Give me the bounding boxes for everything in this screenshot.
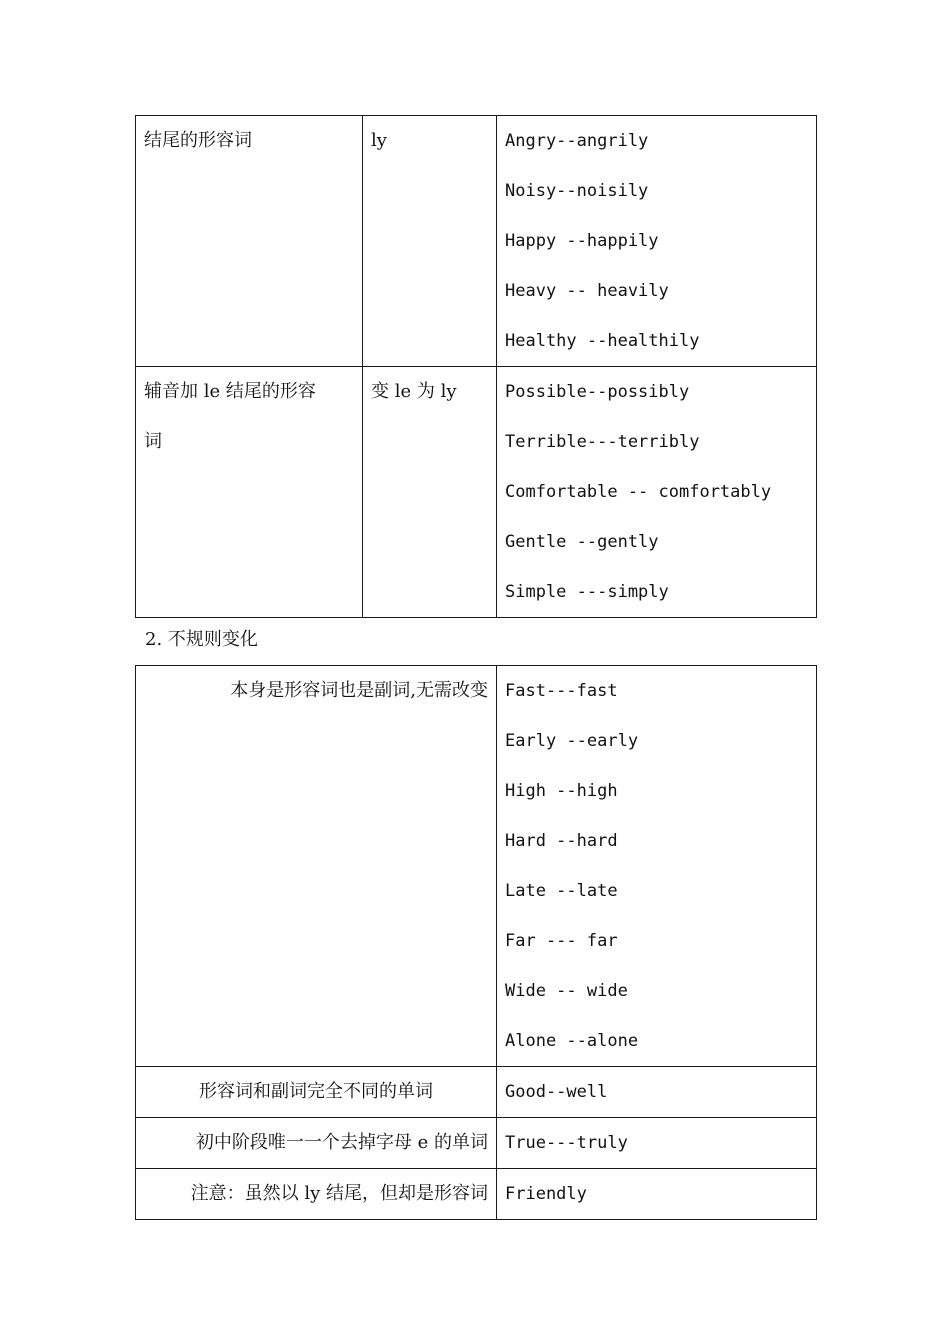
- example-list: [497, 367, 816, 617]
- table-row: [136, 1169, 817, 1220]
- irregular-change-table: [135, 665, 817, 1220]
- category-cell: [136, 367, 363, 618]
- example-item: Early --early: [505, 731, 639, 751]
- example-item: Wide -- wide: [505, 981, 628, 1001]
- category-text: 结尾的形容词: [144, 130, 252, 151]
- row-label: 本身是形容词也是副词,无需改变: [230, 680, 488, 701]
- example-item: Happy --happily: [505, 231, 659, 251]
- example-item: Healthy --healthily: [505, 331, 700, 351]
- example-item: Possible--possibly: [505, 382, 690, 402]
- example-item: Far --- far: [505, 931, 618, 951]
- label-cell: [136, 1169, 497, 1220]
- examples-cell: [497, 116, 817, 367]
- example-item: Heavy -- heavily: [505, 281, 669, 301]
- example-item: Comfortable -- comfortably: [505, 482, 772, 502]
- example-list: [497, 666, 816, 1066]
- example-item: Late --late: [505, 881, 618, 901]
- table-row: [136, 116, 817, 367]
- table-row: [136, 1067, 817, 1118]
- label-cell: [136, 1118, 497, 1169]
- examples-cell: [497, 367, 817, 618]
- example-text: Friendly: [505, 1184, 587, 1204]
- label-cell: [136, 666, 497, 1067]
- row-label: 注意：虽然以 ly 结尾，但却是形容词: [190, 1183, 488, 1204]
- examples-cell: [497, 666, 817, 1067]
- label-cell: [136, 1067, 497, 1118]
- example-cell: [497, 1067, 817, 1118]
- rule-cell: [363, 367, 497, 618]
- rule-cell: [363, 116, 497, 367]
- example-item: High --high: [505, 781, 618, 801]
- example-cell: [497, 1169, 817, 1220]
- table-row: [136, 666, 817, 1067]
- table-row: [136, 1118, 817, 1169]
- row-label: 形容词和副词完全不同的单词: [199, 1081, 433, 1102]
- adverb-rule-table: [135, 115, 817, 618]
- row-label: 初中阶段唯一一个去掉字母 e 的单词: [195, 1132, 488, 1153]
- category-text-line2: 词: [144, 431, 162, 452]
- table-row: [136, 367, 817, 618]
- example-text: True---truly: [505, 1133, 628, 1153]
- example-item: Simple ---simply: [505, 582, 669, 602]
- example-item: Alone --alone: [505, 1031, 639, 1051]
- example-item: Fast---fast: [505, 681, 618, 701]
- example-item: Gentle --gently: [505, 532, 659, 552]
- rule-text: ly: [371, 130, 387, 151]
- section-heading: 2. 不规则变化: [145, 629, 258, 650]
- example-item: Terrible---terribly: [505, 432, 700, 452]
- category-text-line1: 辅音加 le 结尾的形容: [144, 381, 316, 402]
- example-item: Angry--angrily: [505, 131, 649, 151]
- example-list: [497, 116, 816, 366]
- example-text: Good--well: [505, 1082, 608, 1102]
- example-item: Hard --hard: [505, 831, 618, 851]
- example-cell: [497, 1118, 817, 1169]
- rule-text: 变 le 为 ly: [371, 381, 457, 402]
- category-cell: [136, 116, 363, 367]
- example-item: Noisy--noisily: [505, 181, 649, 201]
